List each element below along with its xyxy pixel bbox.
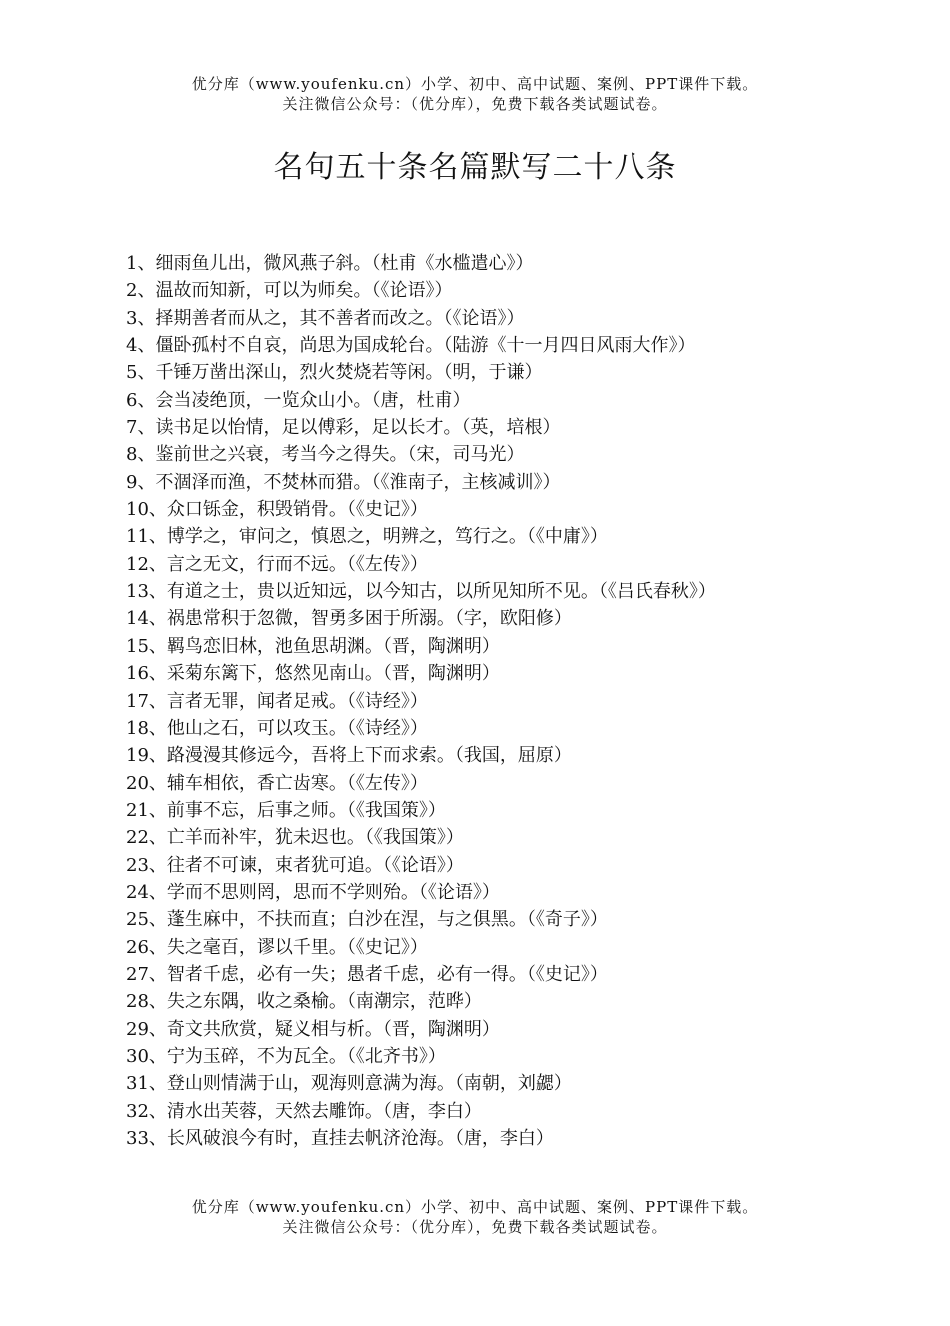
list-item: 18、他山之石，可以攻玉。（《诗经》）	[126, 717, 428, 739]
list-item: 24、学而不思则罔，思而不学则殆。（《论语》）	[126, 881, 500, 903]
list-item: 28、失之东隅，收之桑榆。（南潮宗，范晔）	[126, 991, 482, 1013]
list-item: 4、僵卧孤村不自哀，尚思为国成轮台。（陆游《十一月四日风雨大作》）	[126, 335, 696, 357]
list-item: 14、祸患常积于忽微，智勇多困于所溺。（字，欧阳修）	[126, 608, 572, 630]
list-item: 30、宁为玉碎，不为瓦全。（《北齐书》）	[126, 1045, 446, 1067]
page-header	[0, 74, 950, 114]
list-item: 27、智者千虑，必有一失；愚者千虑，必有一得。（《史记》）	[126, 963, 608, 985]
list-item: 21、前事不忘，后事之师。（《我国策》）	[126, 799, 446, 821]
list-item: 1、细雨鱼儿出，微风燕子斜。（杜甫《水槛遣心》）	[126, 253, 534, 274]
list-item: 31、登山则情满于山，观海则意满为海。（南朝，刘勰）	[126, 1073, 572, 1095]
list-item: 13、有道之士，贵以近知远，以今知古，以所见知所不见。（《吕氏春秋》）	[126, 581, 716, 603]
list-item: 9、不涸泽而渔，不焚林而猎。（《淮南子，主核减训》）	[126, 471, 561, 493]
list-item: 17、言者无罪，闻者足戒。（《诗经》）	[126, 690, 428, 712]
list-item: 15、羁鸟恋旧林，池鱼思胡渊。（晋，陶渊明）	[126, 635, 500, 657]
document-title: 名句五十条名篇默写二十八条	[273, 150, 677, 185]
list-item: 26、失之毫百，谬以千里。（《史记》）	[126, 936, 428, 958]
footer-line-1: 优分库（www.youfenku.cn）小学、初中、高中试题、案例、PPT课件下载。	[191, 1198, 759, 1216]
quote-list	[126, 250, 836, 1152]
list-item: 6、会当凌绝顶，一览众山小。（唐，杜甫）	[126, 389, 471, 411]
list-item: 33、长风破浪今有时，直挂去帆济沧海。（唐，李白）	[126, 1128, 554, 1149]
list-item: 5、千锤万凿出深山，烈火焚烧若等闲。（明，于谦）	[126, 362, 543, 384]
list-item: 3、择期善者而从之，其不善者而改之。（《论语》）	[126, 307, 525, 329]
footer-line-2: 关注微信公众号：（优分库），免费下载各类试题试卷。	[282, 1218, 668, 1236]
list-item: 16、采菊东篱下，悠然见南山。（晋，陶渊明）	[126, 663, 500, 685]
list-item: 19、路漫漫其修远今，吾将上下而求索。（我国，屈原）	[126, 745, 572, 767]
list-item: 29、奇文共欣赏，疑义相与析。（晋，陶渊明）	[126, 1018, 500, 1040]
list-item: 20、辅车相依，香亡齿寒。（《左传》）	[126, 772, 428, 794]
list-item: 23、往者不可谏，束者犹可追。（《论语》）	[126, 854, 464, 876]
list-item: 32、清水出芙蓉，天然去雕饰。（唐，李白）	[126, 1100, 482, 1122]
list-item: 25、蓬生麻中，不扶而直；白沙在涅，与之俱黑。（《奇子》）	[126, 909, 608, 931]
list-item: 8、鉴前世之兴衰，考当今之得失。（宋，司马光）	[126, 444, 525, 466]
list-item: 11、博学之，审问之，慎恩之，明辨之，笃行之。（《中庸》）	[126, 526, 608, 548]
list-item: 7、读书足以怡情，足以傅彩，足以长才。（英，培根）	[126, 417, 561, 439]
page-footer	[0, 1197, 950, 1237]
list-item: 2、温故而知新，可以为师矣。（《论语》）	[126, 280, 453, 302]
list-item: 12、言之无文，行而不远。（《左传》）	[126, 553, 428, 575]
header-line-1: 优分库（www.youfenku.cn）小学、初中、高中试题、案例、PPT课件下载。	[191, 75, 759, 93]
list-item: 22、亡羊而补牢，犹未迟也。（《我国策》）	[126, 827, 464, 849]
list-item: 10、众口铄金，积毁销骨。（《史记》）	[126, 499, 428, 521]
header-line-2: 关注微信公众号：（优分库），免费下载各类试题试卷。	[282, 95, 668, 113]
